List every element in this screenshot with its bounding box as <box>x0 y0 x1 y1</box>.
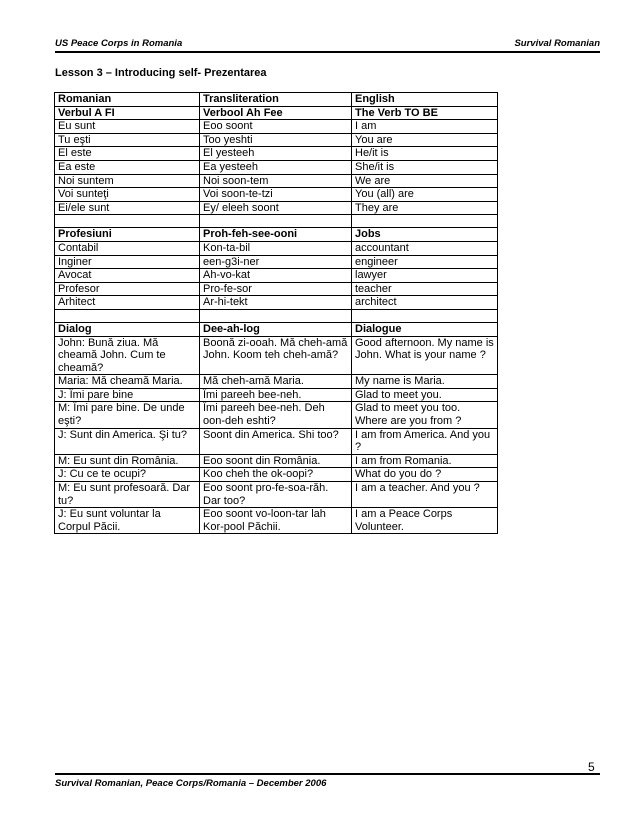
cell-romanian: M: Eu sunt profesoară. Dar tu? <box>55 482 200 508</box>
cell-romanian: Ei/ele sunt <box>55 201 200 215</box>
cell-english: engineer <box>352 255 498 269</box>
cell-romanian: Inginer <box>55 255 200 269</box>
cell-english: Glad to meet you too. Where are you from ? <box>352 402 498 428</box>
cell-romanian: Eu sunt <box>55 120 200 134</box>
header-left: US Peace Corps in Romania <box>55 38 183 49</box>
table-row <box>55 388 498 402</box>
cell-transliteration: een-g3i-ner <box>200 255 352 269</box>
cell-transliteration: Eoo soont vo-loon-tar lah Kor-pool Păchii. <box>200 508 352 534</box>
cell-english: English <box>352 93 498 107</box>
table-row <box>55 160 498 174</box>
cell-english: Glad to meet you. <box>352 388 498 402</box>
cell-romanian: Profesiuni <box>55 228 200 242</box>
table-row <box>55 255 498 269</box>
table-row <box>55 375 498 389</box>
page-footer: Survival Romanian, Peace Corps/Romania – December 2006 <box>55 773 600 789</box>
cell-transliteration: Eoo soont <box>200 120 352 134</box>
cell-romanian: J: Îmi pare bine <box>55 388 200 402</box>
cell-romanian: J: Sunt din America. Şi tu? <box>55 428 200 454</box>
cell-english: I am from America. And you ? <box>352 428 498 454</box>
table-row <box>55 188 498 202</box>
cell-english: He/it is <box>352 147 498 161</box>
cell-english: We are <box>352 174 498 188</box>
table-row <box>55 508 498 534</box>
cell-romanian: Tu eşti <box>55 133 200 147</box>
table-row <box>55 269 498 283</box>
cell-english: I am <box>352 120 498 134</box>
cell-romanian: Romanian <box>55 93 200 107</box>
table-row <box>55 296 498 310</box>
cell-english: Good afternoon. My name is John. What is your name ? <box>352 336 498 375</box>
table-spacer-row <box>55 215 498 228</box>
cell-romanian: Verbul A FI <box>55 106 200 120</box>
table-header-row <box>55 322 498 336</box>
cell-romanian: Maria: Mă cheamă Maria. <box>55 375 200 389</box>
cell-transliteration: El yesteeh <box>200 147 352 161</box>
cell-transliteration: Proh-feh-see-ooni <box>200 228 352 242</box>
cell-romanian: Dialog <box>55 322 200 336</box>
cell-english: They are <box>352 201 498 215</box>
table-header-row <box>55 106 498 120</box>
cell-transliteration: Noi soon-tem <box>200 174 352 188</box>
cell-transliteration <box>200 215 352 228</box>
cell-transliteration: Pro-fe-sor <box>200 282 352 296</box>
table-header-row <box>55 228 498 242</box>
cell-transliteration: Eoo soont pro-fe-soa-răh. Dar too? <box>200 482 352 508</box>
table-header-row <box>55 93 498 107</box>
cell-english: You are <box>352 133 498 147</box>
cell-transliteration: Ar-hi-tekt <box>200 296 352 310</box>
cell-transliteration: Dee-ah-log <box>200 322 352 336</box>
table-row <box>55 482 498 508</box>
cell-romanian: Ea este <box>55 160 200 174</box>
cell-transliteration: Koo cheh the ok-oopi? <box>200 468 352 482</box>
cell-english: Dialogue <box>352 322 498 336</box>
cell-transliteration: Eoo soont din România. <box>200 454 352 468</box>
table-row <box>55 174 498 188</box>
cell-transliteration: Kon-ta-bil <box>200 241 352 255</box>
cell-transliteration: Îmi pareeh bee-neh. Deh oon-deh eshti? <box>200 402 352 428</box>
cell-transliteration: Ea yesteeh <box>200 160 352 174</box>
cell-english: I am from Romania. <box>352 454 498 468</box>
cell-romanian <box>55 309 200 322</box>
page-number: 5 <box>588 760 595 774</box>
cell-romanian: Avocat <box>55 269 200 283</box>
table-row <box>55 120 498 134</box>
cell-transliteration <box>200 309 352 322</box>
cell-romanian: Arhitect <box>55 296 200 310</box>
cell-transliteration: Soont din America. Shi too? <box>200 428 352 454</box>
vocabulary-table <box>54 92 498 534</box>
cell-romanian: Voi sunteţi <box>55 188 200 202</box>
page-header <box>55 38 600 53</box>
table-row <box>55 282 498 296</box>
cell-romanian: Noi suntem <box>55 174 200 188</box>
cell-english: architect <box>352 296 498 310</box>
cell-romanian <box>55 215 200 228</box>
cell-english: lawyer <box>352 269 498 283</box>
vocabulary-table-body <box>55 93 498 534</box>
cell-transliteration: Verbool Ah Fee <box>200 106 352 120</box>
cell-romanian: J: Cu ce te ocupi? <box>55 468 200 482</box>
cell-english: Jobs <box>352 228 498 242</box>
table-row <box>55 133 498 147</box>
cell-transliteration: Ah-vo-kat <box>200 269 352 283</box>
cell-english: She/it is <box>352 160 498 174</box>
cell-romanian: John: Bună ziua. Mă cheamă John. Cum te cheamă? <box>55 336 200 375</box>
cell-english: The Verb TO BE <box>352 106 498 120</box>
cell-english: You (all) are <box>352 188 498 202</box>
cell-transliteration: Mă cheh-amă Maria. <box>200 375 352 389</box>
cell-english <box>352 309 498 322</box>
table-row <box>55 241 498 255</box>
table-row <box>55 454 498 468</box>
cell-english: I am a teacher. And you ? <box>352 482 498 508</box>
header-right: Survival Romanian <box>514 38 600 49</box>
table-spacer-row <box>55 309 498 322</box>
cell-romanian: Profesor <box>55 282 200 296</box>
cell-romanian: El este <box>55 147 200 161</box>
cell-transliteration: Transliteration <box>200 93 352 107</box>
cell-english <box>352 215 498 228</box>
cell-transliteration: Boonă zi-ooah. Mă cheh-amă John. Koom teh cheh-amă? <box>200 336 352 375</box>
cell-romanian: M: Eu sunt din România. <box>55 454 200 468</box>
cell-romanian: J: Eu sunt voluntar la Corpul Păcii. <box>55 508 200 534</box>
table-row <box>55 402 498 428</box>
table-row <box>55 336 498 375</box>
cell-english: My name is Maria. <box>352 375 498 389</box>
table-row <box>55 147 498 161</box>
table-row <box>55 428 498 454</box>
cell-romanian: Contabil <box>55 241 200 255</box>
cell-transliteration: Too yeshti <box>200 133 352 147</box>
lesson-title: Lesson 3 – Introducing self- Prezentarea <box>55 67 267 79</box>
table-row <box>55 201 498 215</box>
cell-english: teacher <box>352 282 498 296</box>
cell-english: What do you do ? <box>352 468 498 482</box>
cell-romanian: M: Îmi pare bine. De unde eşti? <box>55 402 200 428</box>
cell-transliteration: Îmi pareeh bee-neh. <box>200 388 352 402</box>
table-row <box>55 468 498 482</box>
cell-transliteration: Voi soon-te-tzi <box>200 188 352 202</box>
cell-english: I am a Peace Corps Volunteer. <box>352 508 498 534</box>
cell-english: accountant <box>352 241 498 255</box>
cell-transliteration: Ey/ eleeh soont <box>200 201 352 215</box>
